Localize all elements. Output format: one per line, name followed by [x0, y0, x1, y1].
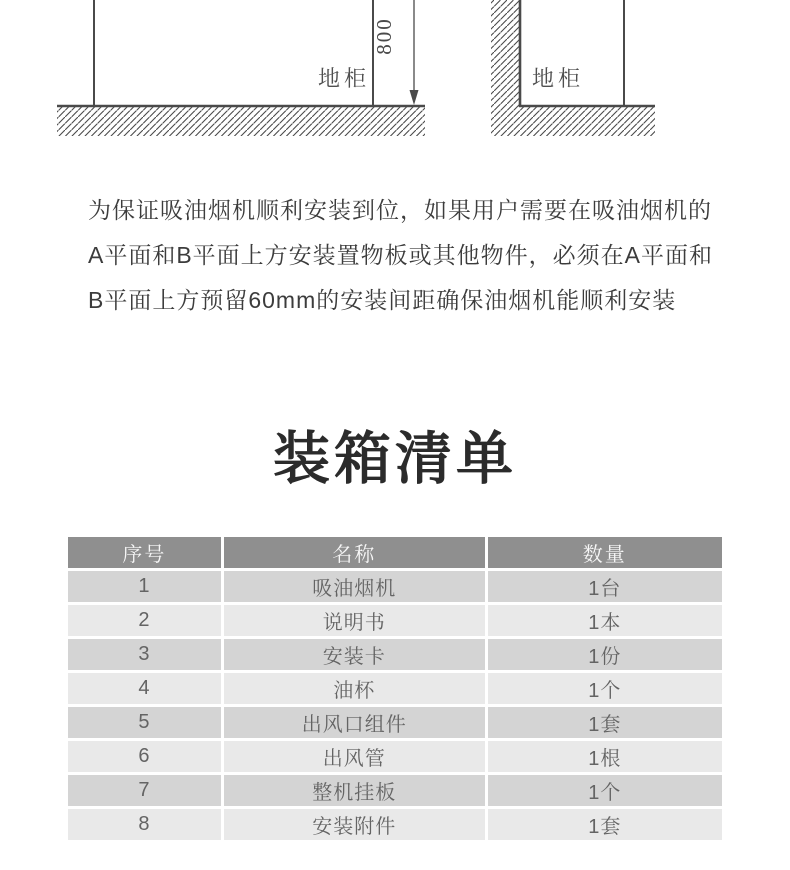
cell-qty: 1根 [488, 741, 722, 772]
cell-qty: 1份 [488, 639, 722, 670]
install-clearance-note [88, 188, 728, 323]
floor-hatch [57, 107, 425, 136]
table-row [68, 809, 722, 840]
packing-list-table [65, 534, 725, 843]
table-row [68, 775, 722, 806]
column-header-qty: 数量 [488, 537, 722, 568]
cell-name: 说明书 [224, 605, 485, 636]
cell-seq: 1 [68, 571, 221, 602]
table-row [68, 741, 722, 772]
note-line: B平面上方预留60mm的安装间距确保油烟机能顺利安装 [88, 287, 677, 313]
dimension-800-label: 800 [372, 17, 396, 55]
cell-name: 整机挂板 [224, 775, 485, 806]
floor-cabinet-label-right: 地柜 [532, 66, 585, 91]
cell-seq: 8 [68, 809, 221, 840]
note-line: 为保证吸油烟机顺利安装到位，如果用户需要在吸油烟机的 [88, 197, 712, 223]
note-line: A平面和B平面上方安装置物板或其他物件，必须在A平面和 [88, 242, 714, 268]
cell-qty: 1个 [488, 673, 722, 704]
table-row [68, 571, 722, 602]
table-row [68, 639, 722, 670]
column-header-name: 名称 [224, 537, 485, 568]
cell-seq: 5 [68, 707, 221, 738]
column-header-seq: 序号 [68, 537, 221, 568]
left-floor-cabinet-diagram [57, 0, 425, 136]
cell-qty: 1套 [488, 809, 722, 840]
cell-qty: 1个 [488, 775, 722, 806]
installation-diagrams [0, 0, 790, 142]
cell-name: 安装卡 [224, 639, 485, 670]
cell-seq: 3 [68, 639, 221, 670]
table-row [68, 605, 722, 636]
cell-seq: 4 [68, 673, 221, 704]
cell-qty: 1本 [488, 605, 722, 636]
table-row [68, 673, 722, 704]
cell-name: 油杯 [224, 673, 485, 704]
packing-list-title: 装箱清单 [273, 427, 517, 491]
cell-name: 出风口组件 [224, 707, 485, 738]
table-row [68, 707, 722, 738]
cell-seq: 2 [68, 605, 221, 636]
floor-cabinet-label-left: 地柜 [318, 66, 371, 91]
cell-name: 安装附件 [224, 809, 485, 840]
cell-name: 吸油烟机 [224, 571, 485, 602]
right-wall-cabinet-diagram [491, 0, 655, 136]
table-header-row [68, 537, 722, 568]
cell-seq: 6 [68, 741, 221, 772]
cell-qty: 1套 [488, 707, 722, 738]
cell-qty: 1台 [488, 571, 722, 602]
dimension-arrowhead-icon [410, 90, 419, 105]
cell-name: 出风管 [224, 741, 485, 772]
cell-seq: 7 [68, 775, 221, 806]
